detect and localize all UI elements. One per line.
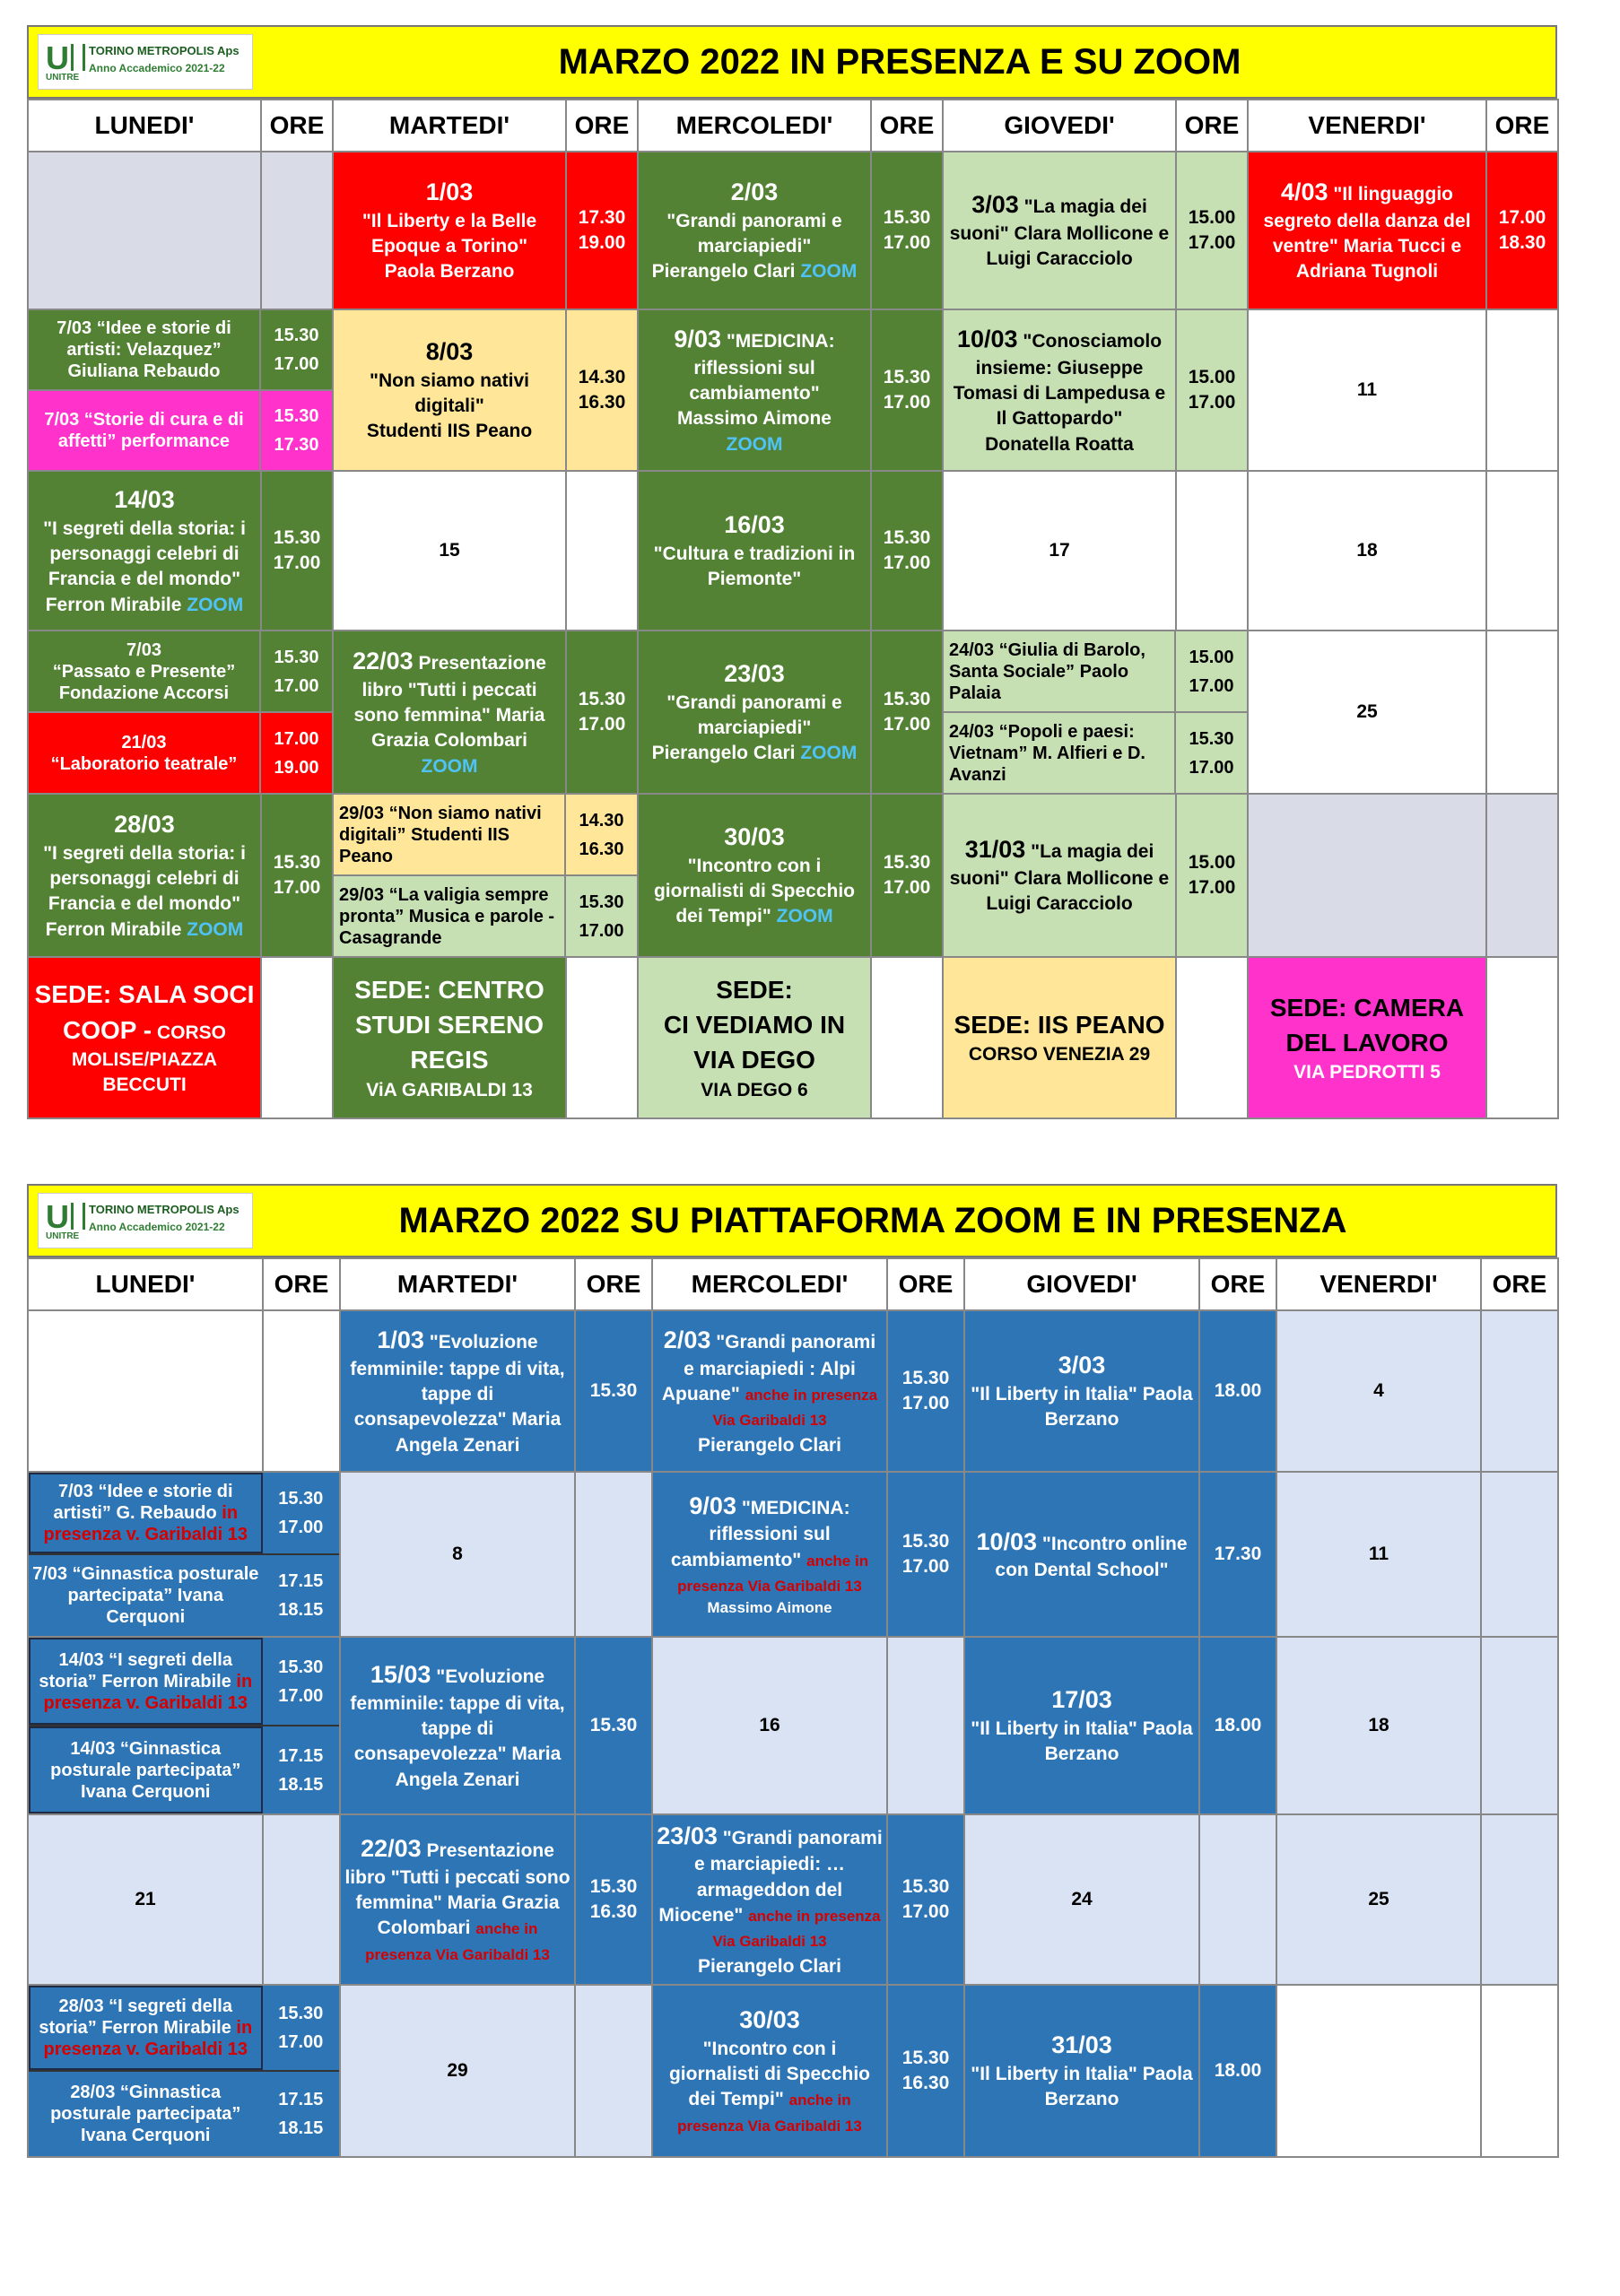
event-title: "Il Liberty in Italia" Paola Berzano [971,1383,1193,1431]
event-title: "Grandi panorami e marciapiedi" [666,210,842,257]
header-giovedi: GIOVEDI' [964,1258,1199,1310]
event-title: "MEDICINA: riflessioni sul cambiamento" [670,1497,850,1570]
sede-cell [333,957,566,1118]
event-time: 15.30 17.00 [871,309,943,471]
logo-line1: TORINO METROPOLIS Aps [89,44,240,57]
zoom-tag: ZOOM [726,433,783,455]
event-date: 22/03 [353,648,414,675]
event-text [29,1638,263,1725]
zoom-tag: ZOOM [421,755,478,777]
event-title: "Conosciamolo insieme: Giuseppe Tomasi di Lampedusa e Il Gattopardo" [953,331,1166,430]
week-row-1 [28,1310,1558,1472]
header-lunedi: LUNEDI' [28,100,261,152]
event-time: 17.30 [1199,1472,1276,1637]
event-time: 15.30 17.30 [259,391,332,470]
event-date: 31/03 [964,836,1026,864]
empty-cell [1176,471,1248,631]
event-date: 10/03 [956,326,1018,353]
event-time: 15.30 17.00 [1174,713,1247,793]
empty-cell [1176,957,1248,1118]
week-row-2 [28,309,1558,471]
event-time: 15.30 17.00 [871,471,943,631]
event-date: 31/03 [1051,2031,1112,2059]
event-text: 14/03 “Ginnastica posturale partecipata” Ivana Cerquoni [29,1726,263,1813]
day-number: 18 [1276,1637,1481,1814]
event-time: 15.00 17.00 [1174,631,1247,711]
event-title: "Evoluzione femminile: tappe di vita, tappe di consapevolezza" Maria Angela Zenari [350,1332,565,1456]
day-number: 11 [1248,309,1486,471]
event-title: 7/03 “Idee e storie di artisti” G. Rebaudo [53,1482,233,1523]
event-date: 23/03 [657,1822,718,1849]
event-person: Pierangelo Clari [651,743,796,764]
event-date: 9/03 [674,326,721,353]
header-row [28,1258,1558,1310]
event-person: Pierangelo Clari [698,1955,841,1977]
event-person: Studenti IIS Peano [366,421,533,442]
event-text: 21/03 “Laboratorio teatrale” [50,732,238,774]
sede-name: SEDE: IIS PEANO [954,1011,1165,1039]
event-time: 15.00 17.00 [1176,309,1248,471]
empty-cell [1486,631,1558,794]
event-time: 15.30 17.00 [278,2004,324,2052]
event-date: 16/03 [724,511,785,539]
split-cell [333,794,638,957]
empty-cell [1481,1814,1558,1985]
event-cell [638,152,871,309]
event-person: Massimo Aimone [677,408,832,430]
presenza-note: in presenza v. Garibaldi 13 [43,2018,253,2059]
header-ore: ORE [871,100,943,152]
event-person: Ferron Mirabile [45,594,182,615]
event-title: "Incontro con i giornalisti di Specchio dei Tempi" [653,855,856,927]
zoom-tag: ZOOM [800,743,858,764]
event-time: 17.30 19.00 [566,152,638,309]
day-number: 15 [333,471,566,631]
zoom-tag: ZOOM [800,261,858,283]
event-text: 29/03 “La valigia sempre pronta” Musica e parole - Casagrande [339,884,555,948]
week-row-3 [28,471,1558,631]
event-time: 18.00 [1199,1985,1276,2157]
logo-line2: Anno Accademico 2021-22 [89,1221,225,1233]
event-person: Donatella Roatta [985,433,1134,455]
split-cell [28,1985,340,2157]
event-time: 15.30 17.00 [887,1310,964,1472]
presenza-note: anche in presenza Via Garibaldi 13 [712,1908,881,1951]
empty-cell [261,957,333,1118]
header-mercoledi: MERCOLEDI' [638,100,871,152]
event-text [29,1473,263,1553]
event-date: 30/03 [724,823,785,851]
event-date: 22/03 [361,1835,422,1863]
page-title: MARZO 2022 IN PRESENZA E SU ZOOM [558,41,1241,82]
zoom-tag: ZOOM [187,594,244,615]
header-ore: ORE [575,1258,652,1310]
empty-cell [566,957,638,1118]
event-time: 15.30 17.00 [566,631,638,794]
event-title: "Incontro con i giornalisti di Specchio dei Tempi" [668,2038,871,2110]
empty-cell [261,152,333,309]
event-person: Ferron Mirabile [45,918,182,940]
event-cell [333,309,566,471]
sede-cell [943,957,1176,1118]
event-text: 24/03 “Giulia di Barolo, Santa Sociale” Paolo Palaia [949,639,1145,703]
header-lunedi: LUNEDI' [28,1258,263,1310]
event-time: 15.30 17.00 [887,1814,964,1985]
day-number: 17 [943,471,1176,631]
event-date: 14/03 [114,486,175,514]
empty-cell [1486,309,1558,471]
empty-cell [1481,1310,1558,1472]
empty-cell [871,957,943,1118]
event-title: "Grandi panorami e marciapiedi: … armageddon del Miocene" [658,1827,883,1926]
header-ore: ORE [1176,100,1248,152]
event-title: "MEDICINA: riflessioni sul cambiamento" [689,331,835,404]
header-ore: ORE [1199,1258,1276,1310]
sede-cell [28,957,261,1118]
logo-line1: TORINO METROPOLIS Aps [89,1203,240,1216]
presenza-note: anche in presenza Via Garibaldi 13 [365,1920,550,1963]
header-ore: ORE [261,100,333,152]
split-cell [28,1637,340,1814]
week-row-5 [28,794,1558,957]
page-title: MARZO 2022 SU PIATTAFORMA ZOOM E IN PRESENZA [398,1200,1347,1240]
event-time: 15.30 17.00 [278,1489,324,1537]
presenza-note: anche in presenza Via Garibaldi 13 [677,1552,869,1595]
event-time: 15.30 17.00 [259,310,332,389]
event-time: 15.30 16.30 [575,1814,652,1985]
title-bar [27,1184,1557,1257]
day-number: 29 [340,1985,575,2157]
header-ore: ORE [263,1258,340,1310]
event-date: 10/03 [976,1527,1038,1555]
event-title: Presentazione libro "Tutti i peccati sono femmina" Maria Grazia Colombari [344,1840,570,1939]
zoom-tag: ZOOM [187,918,244,940]
sede-address: CORSO MOLISE/PIAZZA BECCUTI [71,1022,226,1096]
schedule-table [27,1257,1559,2158]
event-title: 28/03 “I segreti della storia” Ferron Mirabile [39,1996,232,2038]
event-cell [333,152,566,309]
event-title: "I segreti della storia: i personaggi celebri di Francia e del mondo" [43,842,246,915]
sede-row [28,957,1558,1118]
header-ore: ORE [1486,100,1558,152]
empty-cell [1481,1472,1558,1637]
empty-cell [263,1814,340,1985]
event-title: "Il Liberty in Italia" Paola Berzano [971,1718,1193,1765]
event-time: 14.30 16.30 [566,309,638,471]
event-cell [638,631,871,794]
week-row-4 [28,1814,1558,1985]
event-text: 24/03 “Popoli e paesi: Vietnam” M. Alfieri e D. Avanzi [949,721,1145,785]
event-title: "La magia dei suoni" Clara Mollicone e Luigi Caracciolo [949,841,1170,915]
presenza-note: anche in presenza Via Garibaldi 13 [677,2092,862,2135]
presenza-note: anche in presenza Via Garibaldi 13 [712,1386,878,1430]
event-date: 28/03 [114,811,175,839]
event-time: 17.15 18.15 [278,1571,324,1620]
unitre-logo-mark: U [46,40,82,82]
event-time: 15.30 17.00 [871,152,943,309]
calendar-sheet-presenza [27,25,1557,1119]
event-text: 7/03 “Storie di cura e di affetti” performance [44,410,244,451]
empty-cell [575,1472,652,1637]
header-martedi: MARTEDI' [340,1258,575,1310]
event-date: 1/03 [377,1326,424,1354]
event-date: 8/03 [425,338,474,366]
sede-address: VIA PEDROTTI 5 [1293,1062,1441,1083]
split-cell [28,631,333,794]
day-number: 21 [28,1814,263,1985]
event-title: "Non siamo nativi digitali" [370,370,529,417]
empty-cell [566,471,638,631]
event-person: Paola Berzano [384,261,515,283]
day-number: 8 [340,1472,575,1637]
empty-cell [28,152,261,309]
presenza-note: in presenza v. Garibaldi 13 [43,1503,248,1544]
event-person: Pierangelo Clari [698,1434,841,1456]
day-number: 16 [652,1637,887,1814]
event-time: 15.30 17.00 [261,794,333,957]
logo-sub: UNITRE [46,1231,80,1241]
sede-name: SEDE: CAMERA DEL LAVORO [1269,993,1465,1057]
event-cell [964,1637,1199,1814]
header-martedi: MARTEDI' [333,100,566,152]
event-cell [652,1472,887,1637]
event-cell [28,794,261,957]
event-cell [943,309,1176,471]
event-date: 17/03 [1051,1686,1112,1714]
event-cell [652,1985,887,2157]
event-time: 17.15 18.15 [278,1745,324,1795]
event-cell [652,1310,887,1472]
event-cell [340,1637,575,1814]
event-time: 18.00 [1199,1637,1276,1814]
event-date: 4/03 [1280,178,1328,206]
event-cell [964,1985,1199,2157]
week-row-1 [28,152,1558,309]
event-cell [943,152,1176,309]
event-cell [340,1814,575,1985]
empty-cell [1199,1814,1276,1985]
header-venerdi: VENERDI' [1276,1258,1481,1310]
split-cell [28,1472,340,1637]
event-time: 15.30 [575,1310,652,1472]
week-row-3 [28,1637,1558,1814]
event-title: "Cultura e tradizioni in Piemonte" [653,543,856,590]
event-person: Pierangelo Clari [651,261,796,283]
event-cell [638,471,871,631]
logo-sub: UNITRE [46,73,80,83]
event-cell [943,794,1176,957]
split-cell [28,309,333,471]
header-giovedi: GIOVEDI' [943,100,1176,152]
event-text: 28/03 “Ginnastica posturale partecipata” Ivana Cerquoni [50,2083,241,2145]
header-ore: ORE [566,100,638,152]
empty-cell [1486,794,1558,957]
sede-name: SEDE: SALA SOCI COOP - [34,980,255,1044]
event-text: 7/03 “Idee e storie di artisti: Velazquez” Giuliana Rebaudo [57,318,231,381]
empty-cell [1276,1985,1481,2157]
sede-cell [1248,957,1486,1118]
event-date: 3/03 [971,191,1019,219]
zoom-tag: ZOOM [776,906,833,927]
header-ore: ORE [887,1258,964,1310]
week-row-5 [28,1985,1558,2157]
week-row-4 [28,631,1558,794]
presenza-note: in presenza v. Garibaldi 13 [43,1671,253,1713]
day-number: 25 [1276,1814,1481,1985]
week-row-2 [28,1472,1558,1637]
logo-line2: Anno Accademico 2021-22 [89,62,225,74]
event-title: "Evoluzione femminile: tappe di vita, tappe di consapevolezza" Maria Angela Zenari [350,1666,565,1790]
event-time: 15.30 [575,1637,652,1814]
event-time: 15.30 17.00 [887,1472,964,1637]
event-text: 7/03 “Passato e Presente” Fondazione Accorsi [52,639,236,703]
sede-name: SEDE: CENTRO STUDI SERENO REGIS [354,976,544,1074]
day-number: 4 [1276,1310,1481,1472]
event-date: 9/03 [689,1492,736,1519]
day-number: 24 [964,1814,1199,1985]
event-time: 15.30 16.30 [887,1985,964,2157]
event-cell [638,309,871,471]
event-cell [964,1472,1199,1637]
event-cell [28,471,261,631]
event-time: 18.00 [1199,1310,1276,1472]
event-date: 2/03 [663,1326,711,1354]
event-title: "I segreti della storia: i personaggi celebri di Francia e del mondo" [43,517,246,590]
event-title: "Il Liberty in Italia" Paola Berzano [971,2063,1193,2110]
day-number: 25 [1248,631,1486,794]
event-time: 15.00 17.00 [1176,152,1248,309]
sede-cell [638,957,871,1118]
event-title: "La magia dei suoni" Clara Mollicone e Luigi Caracciolo [949,196,1170,270]
event-cell [638,794,871,957]
unitre-logo-mark: U [46,1199,82,1240]
empty-cell [1486,957,1558,1118]
day-number: 11 [1276,1472,1481,1637]
event-title: 14/03 “I segreti della storia” Ferron Mirabile [39,1649,232,1692]
title-bar [27,25,1557,99]
event-person: Massimo Aimone [707,1599,832,1617]
event-date: 23/03 [724,660,785,688]
event-title: "Grandi panorami e marciapiedi : Alpi Apuane" [661,1332,876,1405]
event-cell [340,1310,575,1472]
event-time: 15.00 17.00 [1176,794,1248,957]
event-time: 15.30 17.00 [564,876,637,956]
header-venerdi: VENERDI' [1248,100,1486,152]
sede-name: SEDE: CI VEDIAMO IN VIA DEGO [663,976,846,1074]
empty-cell [1486,471,1558,631]
header-mercoledi: MERCOLEDI' [652,1258,887,1310]
empty-cell [263,1310,340,1472]
event-title: "Il linguaggio segreto della danza del ventre" Maria Tucci e Adriana Tugnoli [1263,184,1471,283]
event-time: 15.30 17.00 [261,471,333,631]
schedule-table [27,99,1559,1119]
event-date: 1/03 [425,178,474,206]
event-text: 7/03 “Ginnastica posturale partecipata” Ivana Cerquoni [32,1564,259,1627]
event-text: 29/03 “Non siamo nativi digitali” Studenti IIS Peano [339,803,542,866]
header-row [28,100,1558,152]
event-time: 15.30 17.00 [278,1657,324,1706]
sede-address: VIA DEGO 6 [701,1079,808,1100]
empty-cell [887,1637,964,1814]
event-date: 15/03 [370,1661,431,1689]
event-time: 15.30 17.00 [871,794,943,957]
event-cell [964,1310,1199,1472]
event-cell [1248,152,1486,309]
empty-cell [575,1985,652,2157]
sede-address: CORSO VENEZIA 29 [968,1044,1151,1065]
calendar-sheet-zoom [27,1184,1557,2158]
event-time: 14.30 16.30 [564,795,637,874]
event-cell [652,1814,887,1985]
event-time: 17.00 19.00 [259,713,332,793]
event-time: 17.00 18.30 [1486,152,1558,309]
event-title: Presentazione libro "Tutti i peccati sono femmina" Maria Grazia Colombari [353,653,546,752]
empty-cell [1481,1985,1558,2157]
event-text [29,1986,263,2070]
event-time: 15.30 17.00 [259,631,332,711]
split-cell [943,631,1248,794]
day-number: 18 [1248,471,1486,631]
event-date: 3/03 [1058,1352,1106,1379]
event-cell [333,631,566,794]
event-title: "Incontro online con Dental School" [995,1533,1188,1581]
event-time: 17.15 18.15 [278,2090,324,2138]
header-ore: ORE [1481,1258,1558,1310]
event-date: 2/03 [730,178,779,206]
event-time: 15.30 17.00 [871,631,943,794]
event-title: "Il Liberty e la Belle Epoque a Torino" [361,210,537,257]
event-date: 30/03 [739,2006,800,2034]
empty-cell [1481,1637,1558,1814]
empty-cell [28,1310,263,1472]
event-title: "Grandi panorami e marciapiedi" [666,691,842,739]
sede-address: ViA GARIBALDI 13 [366,1079,533,1100]
empty-cell [1248,794,1486,957]
